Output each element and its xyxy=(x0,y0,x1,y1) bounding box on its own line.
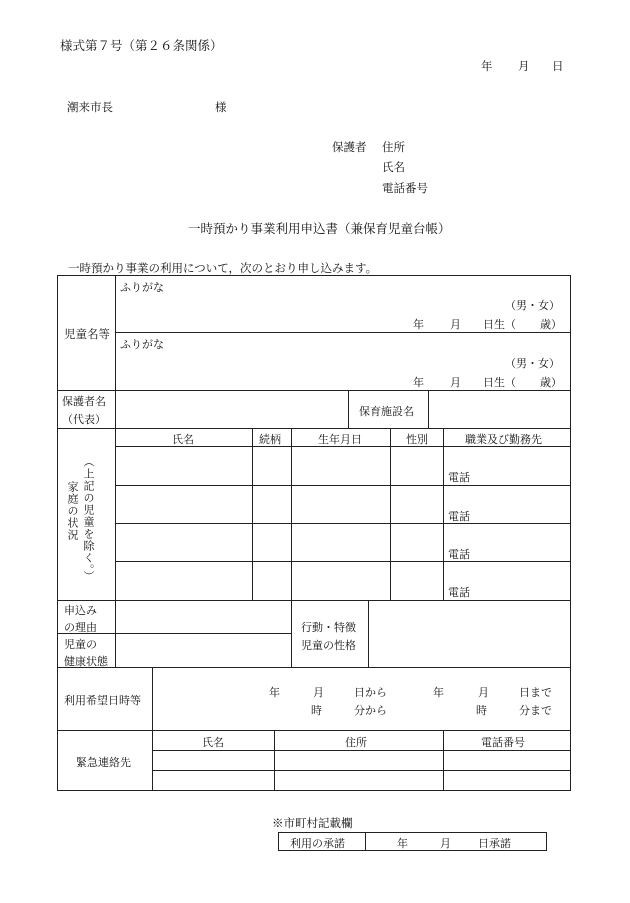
family-row2-phone: 電話 xyxy=(448,510,470,523)
child2-birth-born: 日生（ xyxy=(483,376,516,389)
child1-birth-month: 月 xyxy=(450,318,461,331)
guardian-name-sub: （代表） xyxy=(62,413,106,426)
family-col-relation: 続柄 xyxy=(259,433,281,446)
schedule-to-year: 年 xyxy=(433,686,444,699)
reason-label-2: の理由 xyxy=(64,621,97,634)
schedule-from-year: 年 xyxy=(269,686,280,699)
name-label: 氏名 xyxy=(382,160,405,174)
child1-age: 歳） xyxy=(540,318,562,331)
health-label-2: 健康状態 xyxy=(64,655,108,668)
date-year: 年 xyxy=(481,59,493,73)
reason-label-1: 申込み xyxy=(64,604,97,617)
date-month: 月 xyxy=(518,59,530,73)
emergency-col-address: 住所 xyxy=(345,736,367,749)
schedule-from-hour: 時 xyxy=(311,704,322,717)
family-col-gender: 性別 xyxy=(406,433,428,446)
health-label-1: 児童の xyxy=(64,638,97,651)
emergency-col-name: 氏名 xyxy=(202,736,224,749)
emergency-col-phone: 電話番号 xyxy=(481,736,525,749)
schedule-label: 利用希望日時等 xyxy=(64,694,141,707)
municipal-note: ※市町村記載欄 xyxy=(272,816,353,830)
behavior-label-2: 児童の性格 xyxy=(301,639,356,652)
schedule-from-day: 日から xyxy=(354,686,387,699)
guardian-label: 保護者 xyxy=(332,140,367,154)
child1-gender: （男・女） xyxy=(505,299,560,312)
schedule-to-hour: 時 xyxy=(476,704,487,717)
child2-furigana: ふりがな xyxy=(120,338,164,351)
approval-month: 月 xyxy=(440,837,451,850)
family-side-note: （上記の児童を除く。） xyxy=(82,456,95,583)
intro-text: 一時預かり事業の利用について，次のとおり申し込みます。 xyxy=(68,261,378,275)
child2-birth-year: 年 xyxy=(413,376,424,389)
family-col-birthdate: 生年月日 xyxy=(318,433,362,446)
guardian-name-label: 保護者名 xyxy=(62,395,106,408)
approval-year: 年 xyxy=(397,837,408,850)
family-col-occupation: 職業及び勤務先 xyxy=(465,433,542,446)
date-day: 日 xyxy=(552,59,564,73)
schedule-from-min: 分から xyxy=(354,704,387,717)
family-row4-phone: 電話 xyxy=(448,586,470,599)
approval-day: 日承諾 xyxy=(478,837,511,850)
addressee-honorific: 様 xyxy=(215,100,227,114)
child1-birth-born: 日生（ xyxy=(483,318,516,331)
emergency-label: 緊急連絡先 xyxy=(76,756,131,769)
address-label: 住所 xyxy=(382,140,405,154)
child-section-label: 児童名等 xyxy=(64,327,110,341)
form-number: 様式第７号（第２６条関係） xyxy=(60,38,223,53)
addressee: 潮来市長 xyxy=(67,100,113,114)
child2-age: 歳） xyxy=(540,376,562,389)
schedule-from-month: 月 xyxy=(313,686,324,699)
document-title: 一時預かり事業利用申込書（兼保育児童台帳） xyxy=(188,221,451,236)
schedule-to-min: 分まで xyxy=(519,704,552,717)
phone-label: 電話番号 xyxy=(382,181,428,195)
family-row1-phone: 電話 xyxy=(448,471,470,484)
child2-gender: （男・女） xyxy=(505,357,560,370)
child1-furigana: ふりがな xyxy=(120,281,164,294)
facility-label: 保育施設名 xyxy=(359,405,414,418)
behavior-label-1: 行動・特徴 xyxy=(301,621,356,634)
child2-birth-month: 月 xyxy=(450,376,461,389)
family-side-label: 家庭の状況 xyxy=(66,481,79,541)
family-row3-phone: 電話 xyxy=(448,548,470,561)
child1-birth-year: 年 xyxy=(413,318,424,331)
family-col-name: 氏名 xyxy=(172,433,194,446)
approval-label: 利用の承諾 xyxy=(290,837,345,850)
schedule-to-day: 日まで xyxy=(519,686,552,699)
schedule-to-month: 月 xyxy=(478,686,489,699)
